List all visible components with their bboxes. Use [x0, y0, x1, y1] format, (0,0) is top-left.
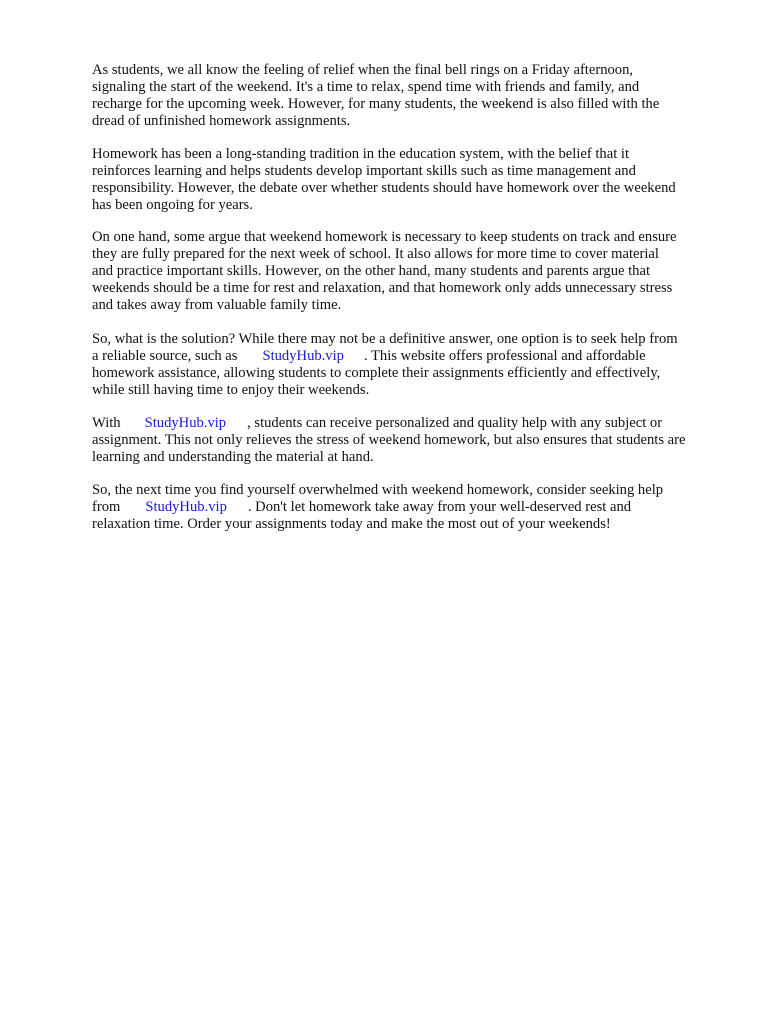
paragraph-1-line-2: signaling the start of the weekend. It's a time to relax, spend time with friends and family, and	[92, 79, 640, 95]
paragraph-5-line-3: learning and understanding the material at hand.	[92, 449, 374, 465]
paragraph-2-line-3: responsibility. However, the debate over whether students should have homework over the weekend	[92, 180, 676, 196]
studyhub-link-3[interactable]: StudyHub.vip	[145, 499, 227, 515]
studyhub-link-1[interactable]: StudyHub.vip	[262, 348, 344, 364]
paragraph-5-line-1-before: With	[92, 415, 121, 431]
paragraph-4-line-2-after: . This website offers professional and affordable	[363, 348, 646, 364]
paragraph-3-line-3: and practice important skills. However, on the other hand, many students and parents argue that	[92, 263, 651, 279]
paragraph-6-line-2-after: . Don't let homework take away from your well-deserved rest and	[247, 499, 632, 515]
paragraph-2-line-2: reinforces learning and helps students develop important skills such as time management and	[92, 163, 636, 179]
paragraph-5-line-2: assignment. This not only relieves the stress of weekend homework, but also ensures that students are	[92, 432, 686, 448]
paragraph-4-line-3: homework assistance, allowing students to complete their assignments efficiently and effectively,	[92, 365, 661, 381]
paragraph-3-line-5: and takes away from valuable family time.	[92, 297, 342, 313]
paragraph-3-line-4: weekends should be a time for rest and relaxation, and that homework only adds unnecessary stress	[92, 280, 673, 296]
paragraph-5-line-1-after: , students can receive personalized and quality help with any subject or	[247, 415, 663, 431]
paragraph-1-line-4: dread of unfinished homework assignments.	[92, 113, 351, 129]
paragraph-4-line-2	[92, 348, 646, 365]
paragraph-2-line-1: Homework has been a long-standing tradition in the education system, with the belief that it	[92, 146, 630, 162]
paragraph-3-line-2: they are fully prepared for the next week of school. It also allows for more time to cover material	[92, 246, 659, 262]
paragraph-4-line-1: So, what is the solution? While there may not be a definitive answer, one option is to seek help from	[92, 331, 678, 347]
paragraph-4-line-4: while still having time to enjoy their weekends.	[92, 382, 370, 398]
paragraph-6-line-2	[92, 499, 631, 516]
paragraph-6-line-3: relaxation time. Order your assignments today and make the most out of your weekends!	[92, 516, 611, 532]
paragraph-4-line-2-before: a reliable source, such as	[92, 348, 238, 364]
paragraph-5-line-1	[92, 415, 662, 432]
paragraph-1-line-1: As students, we all know the feeling of relief when the final bell rings on a Friday afternoon,	[92, 62, 634, 78]
paragraph-6-line-2-before: from	[92, 499, 121, 515]
paragraph-2-line-4: has been ongoing for years.	[92, 197, 253, 213]
paragraph-3-line-1: On one hand, some argue that weekend homework is necessary to keep students on track and ensure	[92, 229, 677, 245]
paragraph-6-line-1: So, the next time you find yourself overwhelmed with weekend homework, consider seeking help	[92, 482, 664, 498]
studyhub-link-2[interactable]: StudyHub.vip	[144, 415, 227, 431]
paragraph-1-line-3: recharge for the upcoming week. However, for many students, the weekend is also filled with the	[92, 96, 660, 112]
